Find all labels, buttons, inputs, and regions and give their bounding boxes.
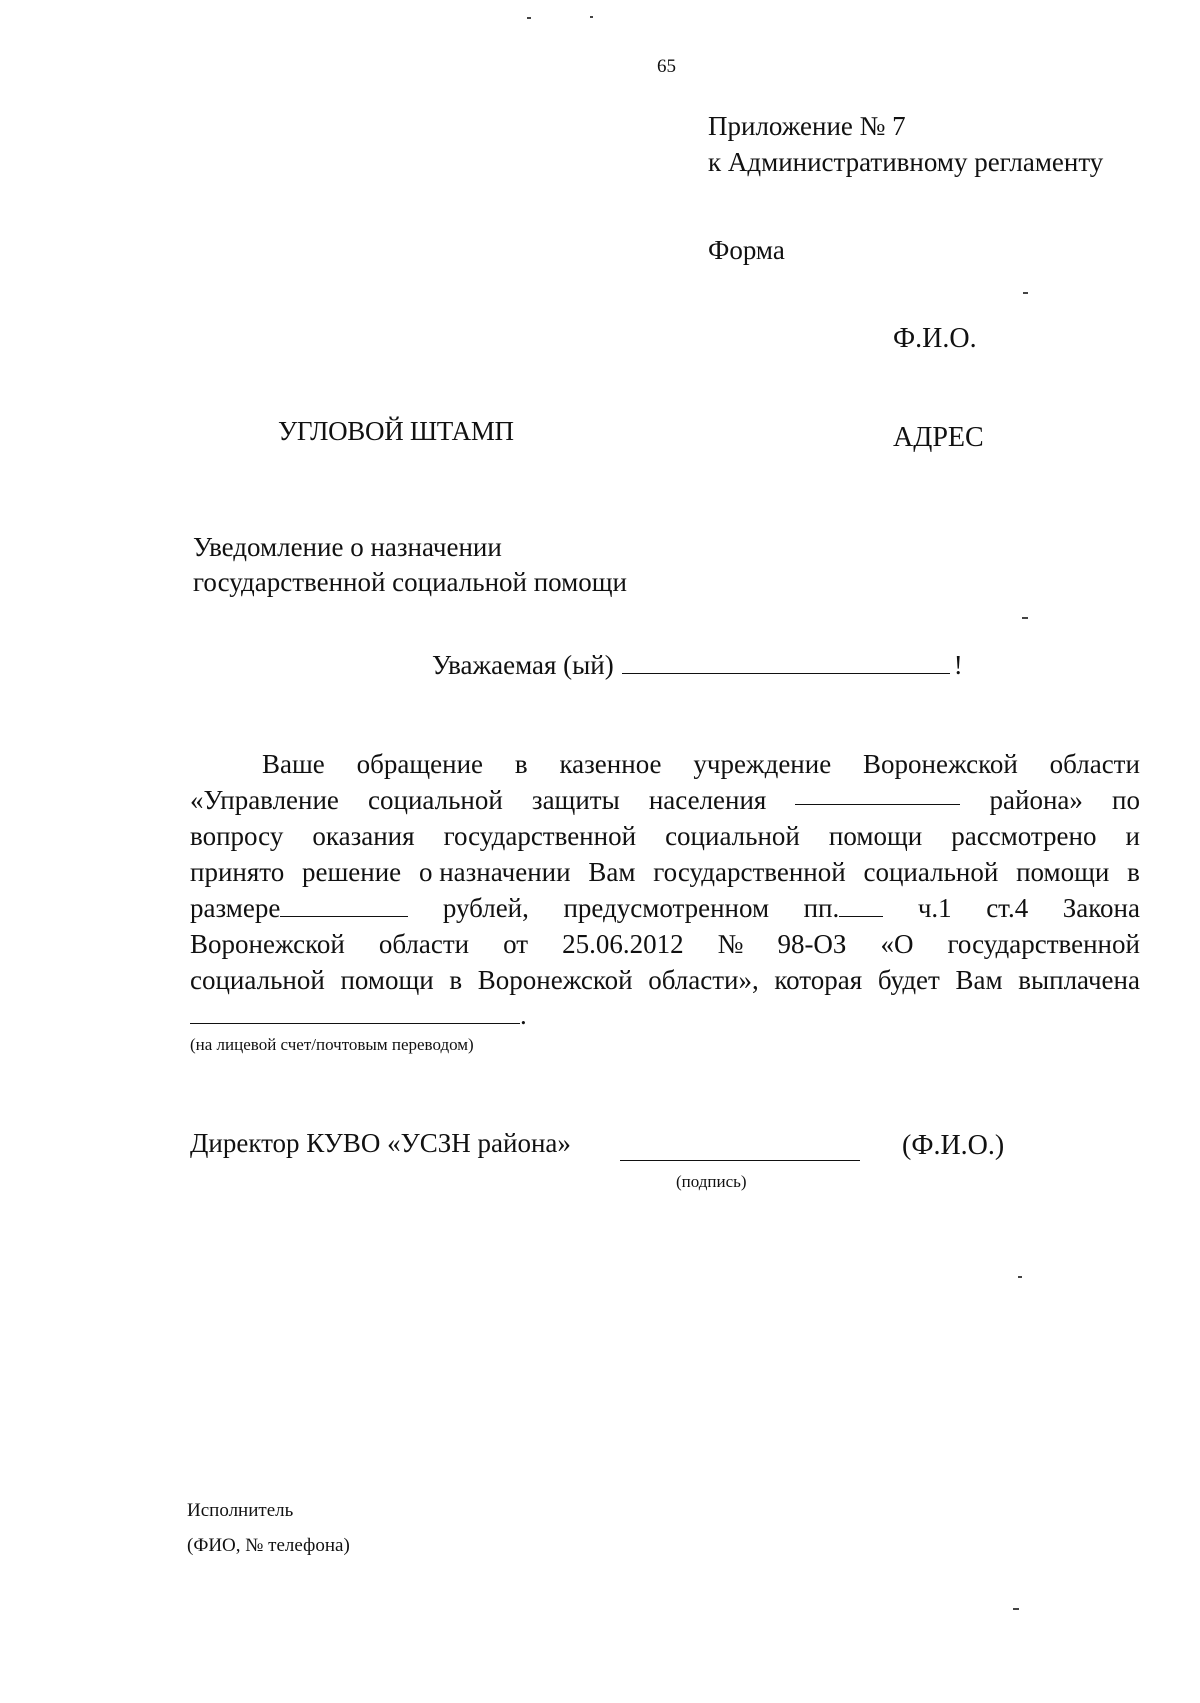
- scan-speck: [527, 17, 531, 19]
- body-line: принято решение о назначении Вам государственной социальной помощи в: [190, 857, 1140, 887]
- body-line: «Управление социальной защиты населения района» по: [190, 782, 1140, 818]
- recipient-fio: Ф.И.О.: [893, 323, 977, 354]
- form-label: Форма: [708, 235, 785, 265]
- body-line: Воронежской области от 25.06.2012 № 98-ОЗ «О государственной: [190, 929, 1140, 959]
- payment-method-hint: (на лицевой счет/почтовым переводом): [190, 1035, 474, 1054]
- district-blank[interactable]: [795, 782, 960, 805]
- body-line: социальной помощи в Воронежской области», которая будет Вам выплачена: [190, 965, 1140, 995]
- notice-body: [190, 746, 1140, 998]
- salutation: [432, 650, 963, 681]
- executor-contact: (ФИО, № телефона): [187, 1535, 350, 1556]
- appendix-number: Приложение № 7: [708, 111, 906, 141]
- notice-title-line1: Уведомление о назначении: [193, 532, 502, 562]
- scan-speck: [1018, 1276, 1022, 1278]
- payment-method-line: [190, 1000, 527, 1031]
- notice-title-line2: государственной социальной помощи: [193, 567, 627, 597]
- signature-line[interactable]: [620, 1160, 860, 1161]
- clause-blank[interactable]: [839, 894, 883, 917]
- body-line: размере рублей, предусмотренном пп. ч.1 ст.4 Закона: [190, 893, 1140, 923]
- recipient-address: АДРЕС: [893, 422, 984, 453]
- appendix-header: [708, 108, 1103, 180]
- salutation-prefix: Уважаемая (ый): [432, 650, 614, 680]
- salutation-suffix: !: [953, 650, 963, 680]
- director-title: Директор КУВО «УСЗН района»: [190, 1128, 571, 1158]
- payment-period: .: [520, 1000, 527, 1030]
- recipient-name-blank[interactable]: [622, 653, 950, 674]
- appendix-regulation: к Административному регламенту: [708, 147, 1104, 177]
- scan-speck: [1023, 292, 1028, 294]
- payment-method-blank[interactable]: [190, 1001, 520, 1024]
- notice-title: [193, 530, 627, 600]
- executor-label: Исполнитель: [187, 1500, 294, 1521]
- body-line: вопросу оказания государственной социальной помощи рассмотрено и: [190, 821, 1140, 851]
- scan-speck: [590, 16, 593, 18]
- director-fio: (Ф.И.О.): [902, 1130, 1005, 1161]
- scan-speck: [1013, 1608, 1019, 1610]
- corner-stamp: УГЛОВОЙ ШТАМП: [278, 416, 514, 446]
- body-line: Ваше обращение в казенное учреждение Воронежской области: [262, 749, 1140, 779]
- page-number: 65: [657, 56, 676, 77]
- signature-hint: (подпись): [676, 1172, 747, 1191]
- scan-speck: [1022, 617, 1028, 619]
- amount-blank[interactable]: [280, 894, 408, 917]
